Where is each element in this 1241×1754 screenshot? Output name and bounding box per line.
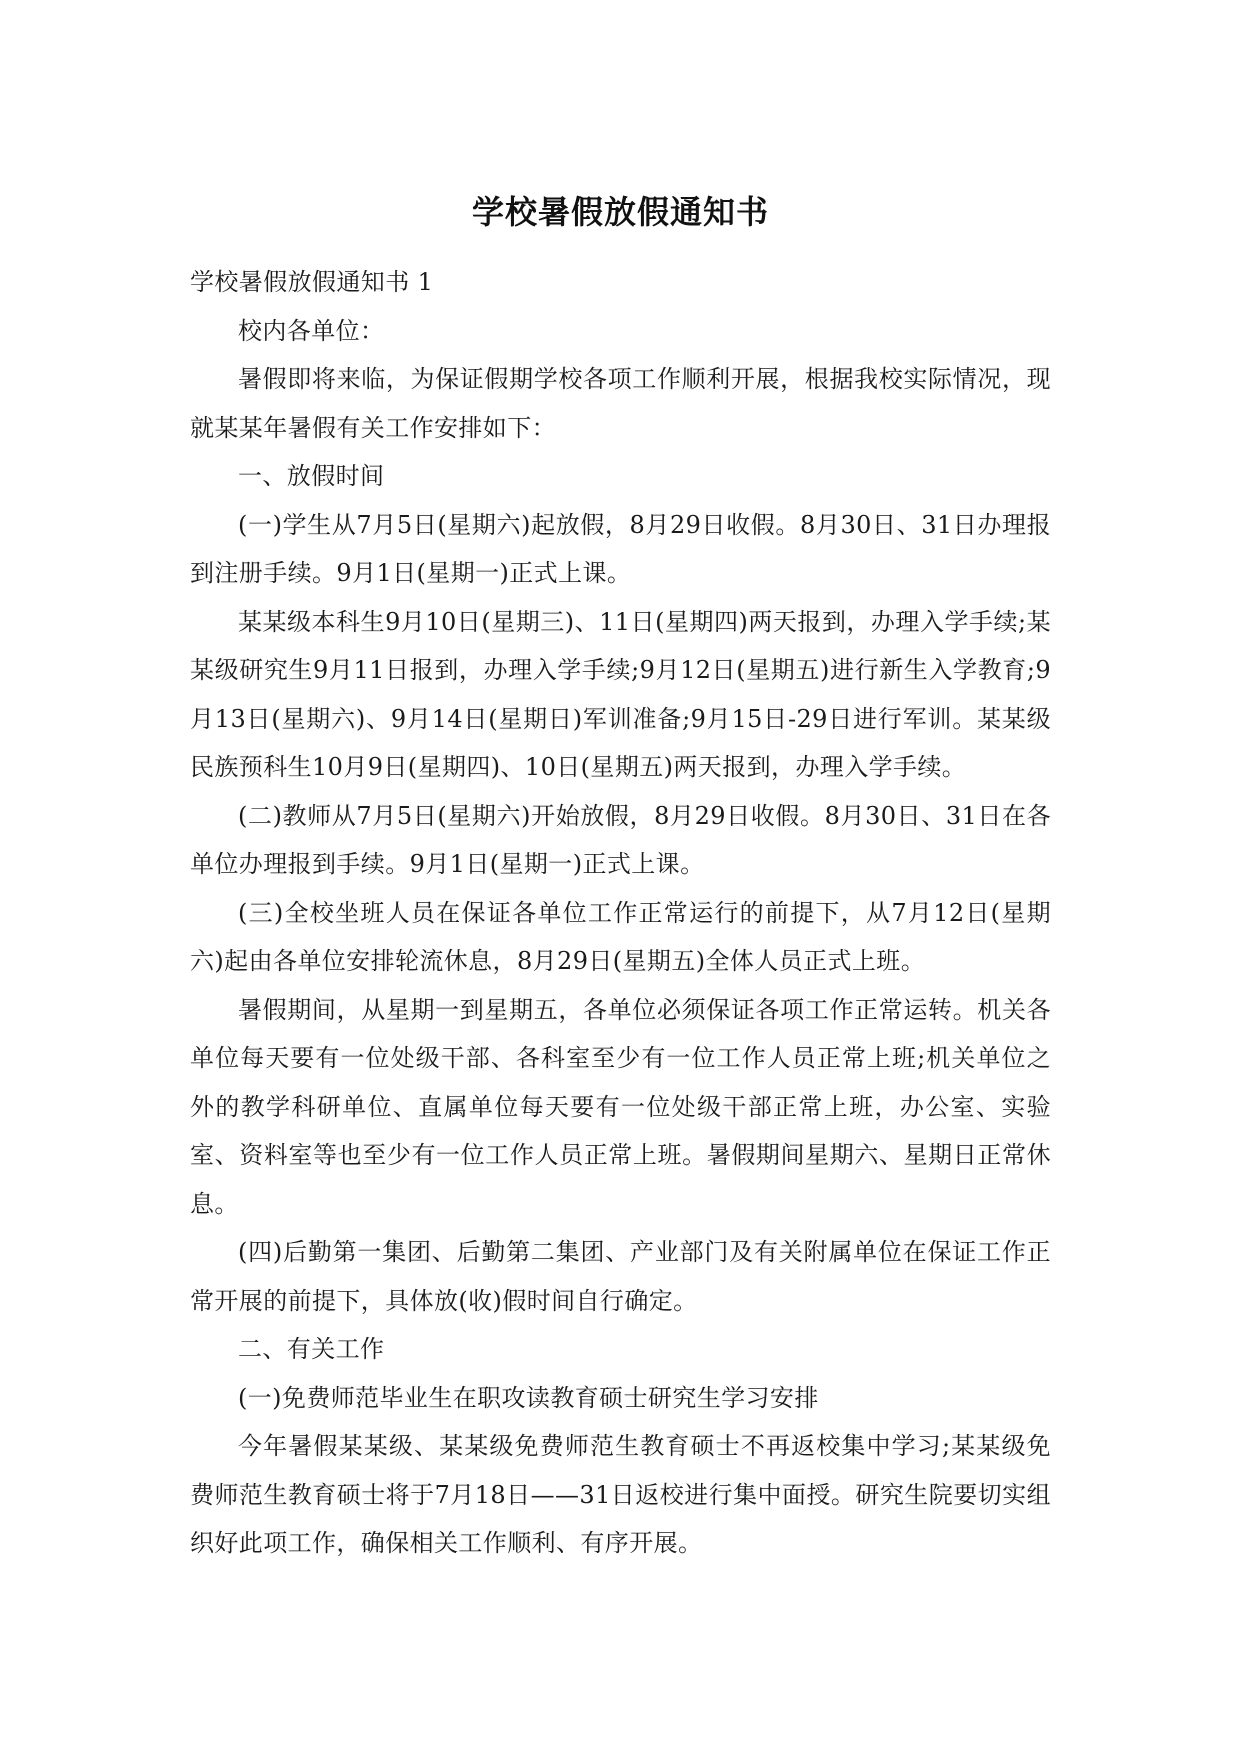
document-body xyxy=(190,258,1051,1568)
paragraph-logistics-units: (四)后勤第一集团、后勤第二集团、产业部门及有关附属单位在保证工作正常开展的前提下，具体放(收)假时间自行确定。 xyxy=(190,1238,1051,1315)
subsection-heading-master-study: (一)免费师范毕业生在职攻读教育硕士研究生学习安排 xyxy=(238,1383,819,1412)
paragraph-new-students-schedule: 某某级本科生9月10日(星期三)、11日(星期四)两天报到，办理入学手续;某某级研究生9月11日报到，办理入学手续;9月12日(星期五)进行新生入学教育;9月13日(星期六)、9月14日(星期日)军训准备;9月15日-29日进行军训。某某级民族预科生10月9日(星期四)、10日(星期五)两天报到，办理入学手续。 xyxy=(190,607,1051,781)
paragraph-duty-requirements: 暑假期间，从星期一到星期五，各单位必须保证各项工作正常运转。机关各单位每天要有一位处级干部、各科室至少有一位工作人员正常上班;机关单位之外的教学科研单位、直属单位每天要有一位处级干部正常上班，办公室、实验室、资料室等也至少有一位工作人员正常上班。暑假期间星期六、星期日正常休息。 xyxy=(190,995,1051,1218)
paragraph-teachers-schedule: (二)教师从7月5日(星期六)开始放假，8月29日收假。8月30日、31日在各单位办理报到手续。9月1日(星期一)正式上课。 xyxy=(190,801,1051,878)
paragraph-intro: 暑假即将来临，为保证假期学校各项工作顺利开展，根据我校实际情况，现就某某年暑假有关工作安排如下： xyxy=(190,365,1051,442)
section-heading-related-work: 二、有关工作 xyxy=(238,1335,385,1363)
document-title: 学校暑假放假通知书 xyxy=(471,193,769,231)
paragraph-students-schedule: (一)学生从7月5日(星期六)起放假，8月29日收假。8月30日、31日办理报到注册手续。9月1日(星期一)正式上课。 xyxy=(190,510,1051,587)
document-subtitle: 学校暑假放假通知书 1 xyxy=(190,268,434,296)
paragraph-salutation: 校内各单位： xyxy=(238,316,385,345)
section-heading-vacation-time: 一、放假时间 xyxy=(238,462,385,490)
paragraph-staff-schedule: (三)全校坐班人员在保证各单位工作正常运行的前提下，从7月12日(星期六)起由各单位安排轮流休息，8月29日(星期五)全体人员正式上班。 xyxy=(190,898,1051,975)
paragraph-master-study-arrangement: 今年暑假某某级、某某级免费师范生教育硕士不再返校集中学习;某某级免费师范生教育硕士将于7月18日——31日返校进行集中面授。研究生院要切实组织好此项工作，确保相关工作顺利、有序开展。 xyxy=(190,1432,1051,1557)
